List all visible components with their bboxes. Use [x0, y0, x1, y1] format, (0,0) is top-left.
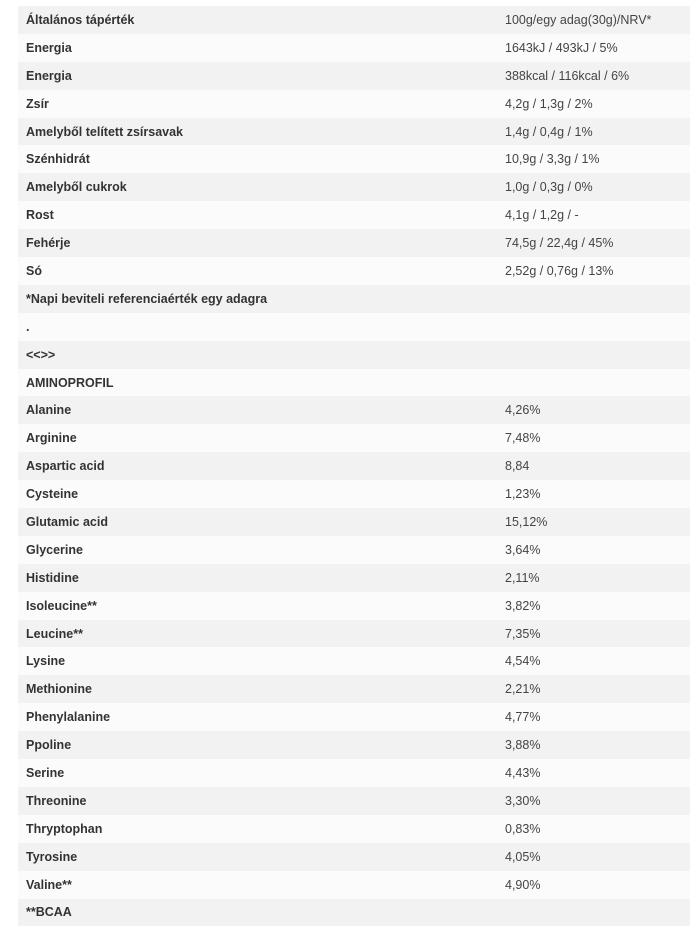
row-value: 1,0g / 0,3g / 0%: [505, 180, 593, 195]
row-label: **BCAA: [26, 905, 72, 920]
row-value: 4,90%: [505, 877, 541, 892]
row-label: Arginine: [26, 431, 77, 446]
row-value: 4,26%: [505, 403, 541, 418]
table-row: [18, 257, 690, 285]
row-label: Ppoline: [26, 738, 72, 753]
row-value: 4,1g / 1,2g / -: [505, 208, 579, 223]
row-label: Methionine: [26, 682, 92, 697]
row-value: 2,21%: [505, 682, 541, 697]
row-label: Serine: [26, 765, 65, 780]
table-row: [18, 731, 690, 759]
table-row: [18, 592, 690, 620]
row-value: 4,43%: [505, 765, 541, 780]
row-value: 74,5g / 22,4g / 45%: [505, 236, 614, 251]
row-value: 1,4g / 0,4g / 1%: [505, 124, 593, 139]
table-row: [18, 341, 690, 369]
table-row: [18, 118, 690, 146]
row-label: Rost: [26, 208, 54, 223]
row-label: Általános tápérték: [26, 12, 135, 27]
row-value: 0,83%: [505, 821, 541, 836]
table-row: [18, 759, 690, 787]
table-row: [18, 647, 690, 675]
table-row: [18, 703, 690, 731]
table-row: [18, 564, 690, 592]
table-row: [18, 899, 690, 927]
row-label: *Napi beviteli referenciaérték egy adagra: [26, 291, 268, 306]
row-label: Leucine**: [26, 626, 83, 641]
row-label: .: [26, 319, 30, 334]
row-label: Amelyből cukrok: [26, 180, 127, 195]
row-label: Só: [26, 263, 42, 278]
row-value: 3,64%: [505, 542, 541, 557]
table-row: [18, 843, 690, 871]
row-value: 388kcal / 116kcal / 6%: [505, 68, 630, 83]
row-label: Valine**: [26, 877, 72, 892]
row-value: 3,82%: [505, 598, 541, 613]
row-value: 1643kJ / 493kJ / 5%: [505, 40, 618, 55]
row-label: Phenylalanine: [26, 710, 111, 725]
row-label: Isoleucine**: [26, 598, 97, 613]
table-row: [18, 536, 690, 564]
row-label: Energia: [26, 68, 72, 83]
table-row: [18, 173, 690, 201]
row-label: Lysine: [26, 654, 66, 669]
table-row: [18, 145, 690, 173]
row-label: Glycerine: [26, 542, 83, 557]
row-label: Energia: [26, 40, 72, 55]
row-label: Thryptophan: [26, 821, 103, 836]
row-label: Aspartic acid: [26, 459, 105, 474]
table-row: [18, 34, 690, 62]
row-label: Amelyből telített zsírsavak: [26, 124, 184, 139]
row-value: 4,77%: [505, 710, 541, 725]
row-label: Tyrosine: [26, 849, 78, 864]
row-label: Zsír: [26, 96, 49, 111]
row-label: AMINOPROFIL: [26, 375, 114, 390]
table-row: [18, 871, 690, 899]
table-row: [18, 452, 690, 480]
table-row: [18, 201, 690, 229]
row-value: 1,23%: [505, 487, 541, 502]
table-row: [18, 313, 690, 341]
table-row: [18, 815, 690, 843]
table-row: [18, 285, 690, 313]
row-label: Alanine: [26, 403, 72, 418]
table-row: [18, 6, 690, 34]
row-value: 2,52g / 0,76g / 13%: [505, 263, 614, 278]
row-label: Cysteine: [26, 487, 79, 502]
table-row: [18, 229, 690, 257]
row-label: Threonine: [26, 793, 87, 808]
row-label: Histidine: [26, 570, 79, 585]
row-label: Glutamic acid: [26, 514, 108, 529]
table-row: [18, 480, 690, 508]
table-row: [18, 369, 690, 397]
table-row: [18, 424, 690, 452]
row-value: 2,11%: [505, 570, 540, 585]
table-row: [18, 675, 690, 703]
row-value: 4,54%: [505, 654, 541, 669]
row-label: Fehérje: [26, 236, 71, 251]
row-value: 4,2g / 1,3g / 2%: [505, 96, 593, 111]
row-value: 8,84: [505, 459, 530, 474]
table-row: [18, 787, 690, 815]
table-row: [18, 62, 690, 90]
row-value: 100g/egy adag(30g)/NRV*: [505, 12, 652, 27]
row-value: 3,30%: [505, 793, 541, 808]
row-value: 3,88%: [505, 738, 541, 753]
row-value: 7,48%: [505, 431, 541, 446]
row-label: <<>>: [26, 347, 56, 362]
table-row: [18, 90, 690, 118]
table-row: [18, 620, 690, 648]
row-value: 15,12%: [505, 514, 548, 529]
row-label: Szénhidrát: [26, 152, 90, 167]
nutrition-table: [18, 6, 690, 926]
table-row: [18, 508, 690, 536]
row-value: 10,9g / 3,3g / 1%: [505, 152, 600, 167]
table-row: [18, 396, 690, 424]
row-value: 7,35%: [505, 626, 541, 641]
row-value: 4,05%: [505, 849, 541, 864]
